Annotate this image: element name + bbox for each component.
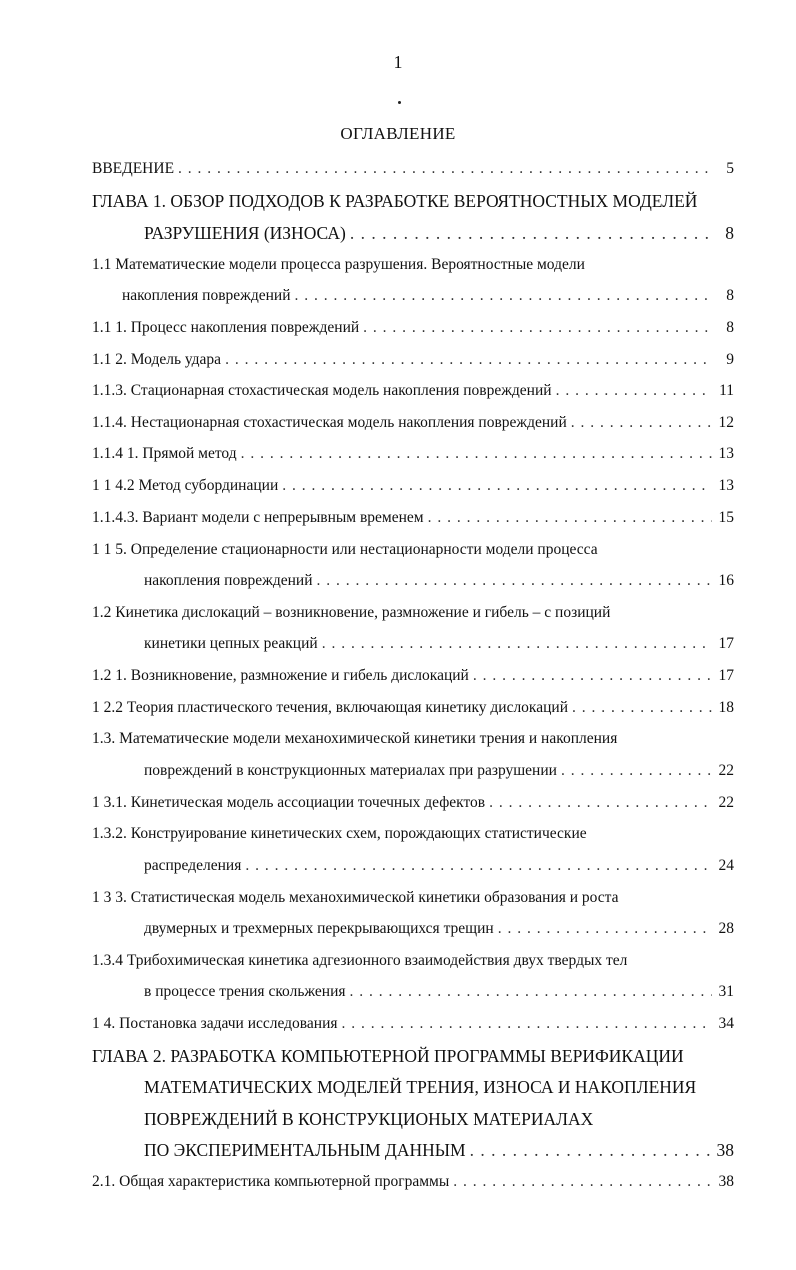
- toc-entry-2-1[interactable]: 2.1. Общая характеристика компьютерной программы . . . 38: [92, 1170, 734, 1194]
- page-number: 1: [393, 52, 403, 72]
- toc-entry-1-2-1[interactable]: 1.2 1. Возникновение, размножение и гибель дислокаций . . . 17: [92, 664, 734, 688]
- toc-entry-introduction[interactable]: ВВЕДЕНИЕ . . . 5: [92, 157, 734, 181]
- toc-entry-1-1-4-3[interactable]: 1.1.4.3. Вариант модели с непрерывным временем . . . 15: [92, 506, 734, 530]
- toc-entry-1-1-4-1[interactable]: 1.1.4 1. Прямой метод . . . 13: [92, 442, 734, 466]
- toc-entry-1-3-4-cont[interactable]: в процессе трения скольжения . . . 31: [144, 980, 734, 1004]
- toc-entry-1-3-2[interactable]: 1.3.2. Конструирование кинетических схем, порождающих статистические: [92, 825, 587, 842]
- toc-entry-1-3-cont[interactable]: повреждений в конструкционных материалах при разрушении . . . 22: [144, 759, 734, 783]
- toc-entry-1-3[interactable]: 1.3. Математические модели механохимической кинетики трения и накопления: [92, 730, 618, 747]
- toc-entry-1-1-5-cont[interactable]: накопления повреждений . . . 16: [144, 569, 734, 593]
- toc-entry-1-1-4[interactable]: 1.1.4. Нестационарная стохастическая модель накопления повреждений . . . 12: [92, 411, 734, 435]
- toc-entry-1-1-1[interactable]: 1.1 1. Процесс накопления повреждений . . . 8: [92, 316, 734, 340]
- toc-entry-1-1-4-2[interactable]: 1 1 4.2 Метод субординации . . . 13: [92, 474, 734, 498]
- toc-entry-1-4[interactable]: 1 4. Постановка задачи исследования . . . 34: [92, 1012, 734, 1036]
- toc-entry-1-3-3-cont[interactable]: двумерных и трехмерных перекрывающихся трещин . . . 28: [144, 917, 734, 941]
- toc-entry-chapter-2-cont-1[interactable]: МАТЕМАТИЧЕСКИХ МОДЕЛЕЙ ТРЕНИЯ, ИЗНОСА И НАКОПЛЕНИЯ: [144, 1077, 697, 1097]
- toc-entry-1-2-2[interactable]: 1 2.2 Теория пластического течения, включающая кинетику дислокаций . . . 18: [92, 696, 734, 720]
- toc-entry-1-1-cont[interactable]: накопления повреждений . . . 8: [122, 284, 734, 308]
- toc-entry-1-2-cont[interactable]: кинетики цепных реакций . . . 17: [144, 632, 734, 656]
- toc-entry-chapter-1[interactable]: ГЛАВА 1. ОБЗОР ПОДХОДОВ К РАЗРАБОТКЕ ВЕРОЯТНОСТНЫХ МОДЕЛЕЙ: [92, 191, 698, 211]
- toc-heading: ОГЛАВЛЕНИЕ: [340, 124, 456, 143]
- toc-entry-1-3-1[interactable]: 1 3.1. Кинетическая модель ассоциации точечных дефектов . . . 22: [92, 791, 734, 815]
- toc-entry-1-1-2[interactable]: 1.1 2. Модель удара . . . 9: [92, 348, 734, 372]
- toc-entry-1-3-3[interactable]: 1 3 3. Статистическая модель механохимической кинетики образования и роста: [92, 889, 619, 906]
- toc-entry-1-3-2-cont[interactable]: распределения . . . 24: [144, 854, 734, 878]
- toc-entry-1-1[interactable]: 1.1 Математические модели процесса разрушения. Вероятностные модели: [92, 256, 585, 273]
- toc-entry-1-3-4[interactable]: 1.3.4 Трибохимическая кинетика адгезионного взаимодействия двух твердых тел: [92, 952, 628, 969]
- toc-entry-chapter-2-cont-2[interactable]: ПОВРЕЖДЕНИЙ В КОНСТРУКЦИОНЫХ МАТЕРИАЛАХ: [144, 1109, 594, 1129]
- toc-entry-chapter-2-cont-3[interactable]: ПО ЭКСПЕРИМЕНТАЛЬНЫМ ДАННЫМ . . . 38: [144, 1138, 734, 1162]
- toc-entry-chapter-2[interactable]: ГЛАВА 2. РАЗРАБОТКА КОМПЬЮТЕРНОЙ ПРОГРАММЫ ВЕРИФИКАЦИИ: [92, 1046, 684, 1066]
- toc-entry-1-1-5[interactable]: 1 1 5. Определение стационарности или нестационарности модели процесса: [92, 541, 598, 558]
- toc-entry-1-1-3[interactable]: 1.1.3. Стационарная стохастическая модель накопления повреждений . . . 11: [92, 379, 734, 403]
- toc-entry-chapter-1-cont[interactable]: РАЗРУШЕНИЯ (ИЗНОСА) . . . 8: [144, 221, 734, 245]
- scan-speck: [398, 101, 401, 104]
- toc-entry-1-2[interactable]: 1.2 Кинетика дислокаций – возникновение, размножение и гибель – с позиций: [92, 604, 611, 621]
